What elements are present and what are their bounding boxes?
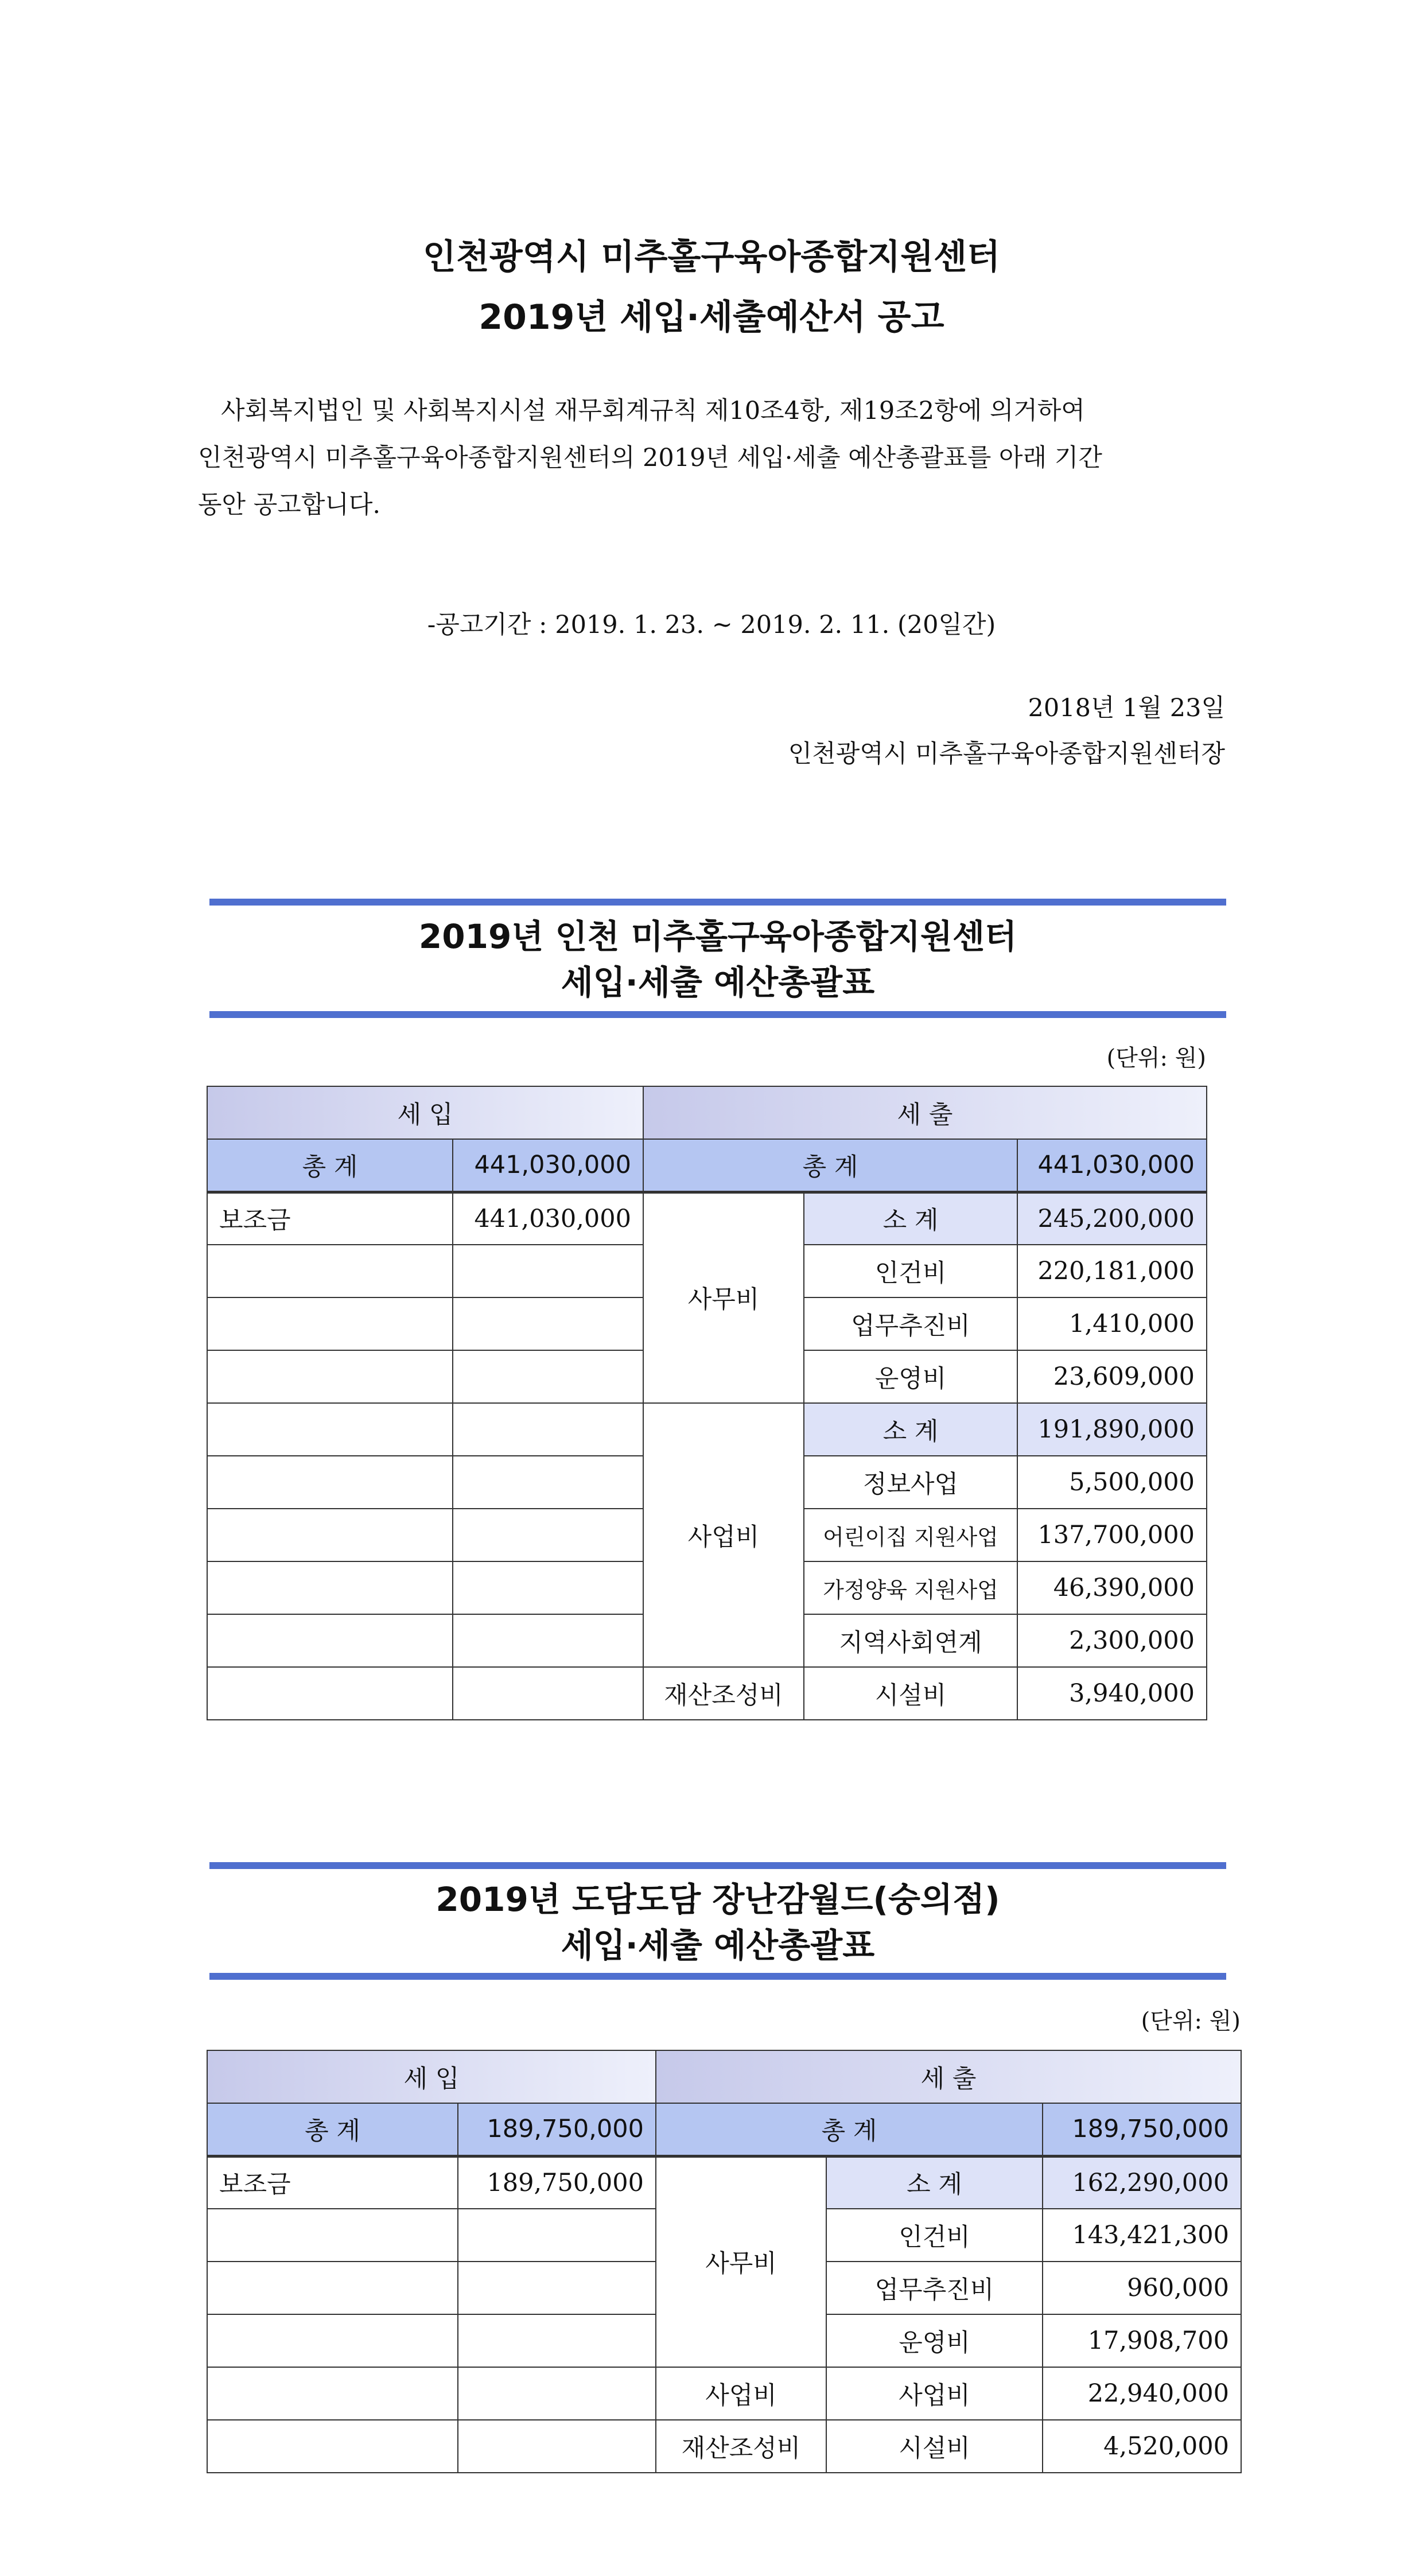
- income-item-label: 보조금: [207, 1192, 453, 1245]
- empty-cell: [207, 1456, 453, 1509]
- table1-title-line1: 2019년 인천 미추홀구육아종합지원센터: [418, 917, 1017, 956]
- expense-total-label: 총 계: [656, 2103, 1043, 2156]
- income-total-value: 441,030,000: [453, 1139, 643, 1192]
- item-label: 운영비: [804, 1350, 1017, 1403]
- group-name: 재산조성비: [643, 1667, 804, 1720]
- subtotal-value: 191,890,000: [1017, 1403, 1207, 1456]
- table1-unit: (단위: 원): [1106, 1045, 1206, 1071]
- item-label: 가정양육 지원사업: [804, 1561, 1017, 1614]
- empty-cell: [453, 1403, 643, 1456]
- table2-title: [209, 1876, 1226, 1968]
- item-value: 17,908,700: [1043, 2314, 1241, 2367]
- notice-date: 2018년 1월 23일: [1028, 694, 1225, 722]
- table2-title-line2: 세입·세출 예산총괄표: [561, 1926, 875, 1965]
- item-value: 960,000: [1043, 2262, 1241, 2314]
- item-label: 운영비: [826, 2314, 1043, 2367]
- table-row: [207, 1403, 1207, 1456]
- income-item-value: 441,030,000: [453, 1192, 643, 1245]
- empty-cell: [453, 1561, 643, 1614]
- income-header: 세 입: [207, 2050, 656, 2103]
- item-label: 시설비: [826, 2420, 1043, 2473]
- income-total-label: 총 계: [207, 2103, 458, 2156]
- empty-cell: [453, 1509, 643, 1561]
- empty-cell: [207, 1350, 453, 1403]
- table1-top-rule: [209, 899, 1226, 906]
- item-label: 어린이집 지원사업: [804, 1509, 1017, 1561]
- table1-header-row: [207, 1086, 1207, 1139]
- item-value: 220,181,000: [1017, 1245, 1207, 1297]
- item-value: 137,700,000: [1017, 1509, 1207, 1561]
- table2: [207, 2050, 1242, 2473]
- notice-title-line2: 2019년 세입·세출예산서 공고: [479, 297, 944, 337]
- table2-top-rule: [209, 1862, 1226, 1869]
- empty-cell: [453, 1667, 643, 1720]
- item-value: 5,500,000: [1017, 1456, 1207, 1509]
- item-value: 23,609,000: [1017, 1350, 1207, 1403]
- subtotal-value: 162,290,000: [1043, 2156, 1241, 2209]
- empty-cell: [207, 1403, 453, 1456]
- item-value: 3,940,000: [1017, 1667, 1207, 1720]
- empty-cell: [458, 2314, 656, 2367]
- group-name: 사무비: [656, 2156, 826, 2367]
- item-value: 4,520,000: [1043, 2420, 1241, 2473]
- table-row: [207, 1192, 1207, 1245]
- item-label: 인건비: [826, 2209, 1043, 2262]
- item-label: 업무추진비: [804, 1297, 1017, 1350]
- empty-cell: [207, 1614, 453, 1667]
- table-row: [207, 2367, 1241, 2420]
- table2-bottom-rule: [209, 1973, 1226, 1980]
- empty-cell: [458, 2262, 656, 2314]
- subtotal-label: 소 계: [804, 1192, 1017, 1245]
- expense-total-label: 총 계: [643, 1139, 1017, 1192]
- empty-cell: [207, 1245, 453, 1297]
- item-value: 143,421,300: [1043, 2209, 1241, 2262]
- empty-cell: [453, 1297, 643, 1350]
- income-total-label: 총 계: [207, 1139, 453, 1192]
- empty-cell: [207, 2314, 458, 2367]
- item-label: 업무추진비: [826, 2262, 1043, 2314]
- empty-cell: [207, 1297, 453, 1350]
- notice-period: -공고기간 : 2019. 1. 23. ~ 2019. 2. 11. (20일간): [427, 611, 996, 639]
- empty-cell: [207, 2420, 458, 2473]
- empty-cell: [458, 2209, 656, 2262]
- item-label: 인건비: [804, 1245, 1017, 1297]
- table1-title: [209, 914, 1226, 1005]
- income-item-value: 189,750,000: [458, 2156, 656, 2209]
- table-row: [207, 2156, 1241, 2209]
- table2-total-row: [207, 2103, 1241, 2156]
- expense-total-value: 189,750,000: [1043, 2103, 1241, 2156]
- subtotal-value: 245,200,000: [1017, 1192, 1207, 1245]
- table1-bottom-rule: [209, 1011, 1226, 1018]
- table1: [207, 1086, 1207, 1720]
- table2-title-line1: 2019년 도담도담 장난감월드(숭의점): [436, 1880, 1000, 1919]
- empty-cell: [207, 2209, 458, 2262]
- group-name: 사업비: [643, 1403, 804, 1667]
- empty-cell: [207, 1561, 453, 1614]
- subtotal-label: 소 계: [826, 2156, 1043, 2209]
- expense-header: 세 출: [656, 2050, 1241, 2103]
- notice-body-line2: 인천광역시 미추홀구육아종합지원센터의 2019년 세입·세출 예산총괄표를 아래 기간: [198, 444, 1102, 472]
- income-item-label: 보조금: [207, 2156, 458, 2209]
- empty-cell: [207, 2367, 458, 2420]
- table1-total-row: [207, 1139, 1207, 1192]
- empty-cell: [458, 2367, 656, 2420]
- expense-total-value: 441,030,000: [1017, 1139, 1207, 1192]
- notice-title-line1: 인천광역시 미추홀구육아종합지원센터: [422, 237, 1001, 277]
- item-label: 사업비: [826, 2367, 1043, 2420]
- item-value: 22,940,000: [1043, 2367, 1241, 2420]
- empty-cell: [453, 1350, 643, 1403]
- item-label: 정보사업: [804, 1456, 1017, 1509]
- empty-cell: [453, 1456, 643, 1509]
- table2-unit: (단위: 원): [1141, 2008, 1241, 2034]
- item-value: 2,300,000: [1017, 1614, 1207, 1667]
- expense-header: 세 출: [643, 1086, 1207, 1139]
- group-name: 사업비: [656, 2367, 826, 2420]
- table2-header-row: [207, 2050, 1241, 2103]
- empty-cell: [207, 1667, 453, 1720]
- notice-signatory: 인천광역시 미추홀구육아종합지원센터장: [788, 740, 1225, 768]
- notice-body-line1: 사회복지법인 및 사회복지시설 재무회계규칙 제10조4항, 제19조2항에 의거하여: [221, 397, 1085, 425]
- item-label: 지역사회연계: [804, 1614, 1017, 1667]
- empty-cell: [207, 2262, 458, 2314]
- table1-title-line2: 세입·세출 예산총괄표: [561, 963, 875, 1002]
- empty-cell: [453, 1245, 643, 1297]
- income-total-value: 189,750,000: [458, 2103, 656, 2156]
- table-row: [207, 2420, 1241, 2473]
- empty-cell: [207, 1509, 453, 1561]
- subtotal-label: 소 계: [804, 1403, 1017, 1456]
- notice-body-line3: 동안 공고합니다.: [198, 491, 381, 519]
- notice-body: [198, 387, 1225, 529]
- item-value: 1,410,000: [1017, 1297, 1207, 1350]
- empty-cell: [453, 1614, 643, 1667]
- table-row: [207, 1667, 1207, 1720]
- income-header: 세 입: [207, 1086, 643, 1139]
- item-value: 46,390,000: [1017, 1561, 1207, 1614]
- group-name: 재산조성비: [656, 2420, 826, 2473]
- empty-cell: [458, 2420, 656, 2473]
- group-name: 사무비: [643, 1192, 804, 1403]
- item-label: 시설비: [804, 1667, 1017, 1720]
